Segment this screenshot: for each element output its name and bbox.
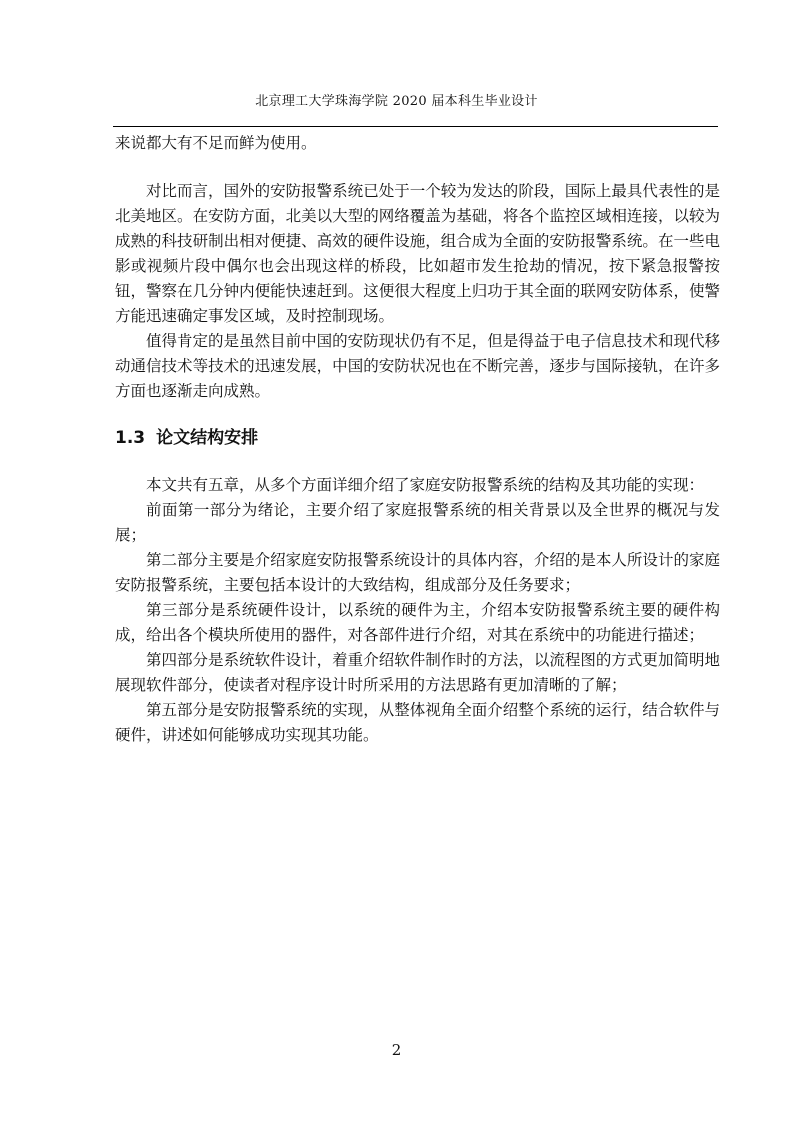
paragraph-part-one: 前面第一部分为绪论，主要介绍了家庭报警系统的相关背景以及全世界的概况与发展； [115, 501, 720, 544]
continued-paragraph: 来说都大有不足而鲜为使用。 [115, 134, 317, 152]
paragraph-part-two: 第二部分主要是介绍家庭安防报警系统设计的具体内容，介绍的是本人所设计的家庭安防报警系统，主要包括本设计的大致结构，组成部分及任务要求； [115, 551, 720, 594]
paragraph-foreign-security: 对比而言，国外的安防报警系统已处于一个较为发达的阶段，国际上最具代表性的是北美地区。在安防方面，北美以大型的网络覆盖为基础，将各个监控区域相连接，以较为成熟的科技研制出相对便捷、高效的硬件设施，组合成为全面的安防报警系统。在一些电影或视频片段中偶尔也会出现这样的桥段，比如超市发生抢劫的情况，按下紧急报警按钮，警察在几分钟内便能快速赶到。这便很大程度上归功于其全面的联网安防体系，使警方能迅速确定事发区域，及时控制现场。 [115, 182, 720, 325]
page-number: 2 [391, 1041, 402, 1059]
paragraph-structure-intro: 本文共有五章，从多个方面详细介绍了家庭安防报警系统的结构及其功能的实现： [146, 476, 705, 494]
paragraph-part-four: 第四部分是系统软件设计，着重介绍软件制作时的方法，以流程图的方式更加简明地展现软件部分，使读者对程序设计时所采用的方法思路有更加清晰的了解； [115, 651, 720, 694]
header-rule [113, 126, 718, 127]
paragraph-part-three: 第三部分是系统硬件设计，以系统的硬件为主，介绍本安防报警系统主要的硬件构成，给出各个模块所使用的器件，对各部件进行介绍，对其在系统中的功能进行描述； [115, 601, 720, 644]
section-heading [115, 426, 720, 450]
page-body [115, 131, 720, 748]
paragraph-china-security: 值得肯定的是虽然目前中国的安防现状仍有不足，但是得益于电子信息技术和现代移动通信技术等技术的迅速发展，中国的安防状况也在不断完善，逐步与国际接轨，在许多方面也逐渐走向成熟。 [115, 332, 720, 400]
paragraph-part-five: 第五部分是安防报警系统的实现，从整体视角全面介绍整个系统的运行，结合软件与硬件，讲述如何能够成功实现其功能。 [115, 701, 720, 744]
running-header: 北京理工大学珠海学院 2020 届本科生毕业设计 [255, 94, 538, 109]
section-title: 论文结构安排 [156, 428, 259, 448]
section-number: 1.3 [115, 428, 146, 448]
